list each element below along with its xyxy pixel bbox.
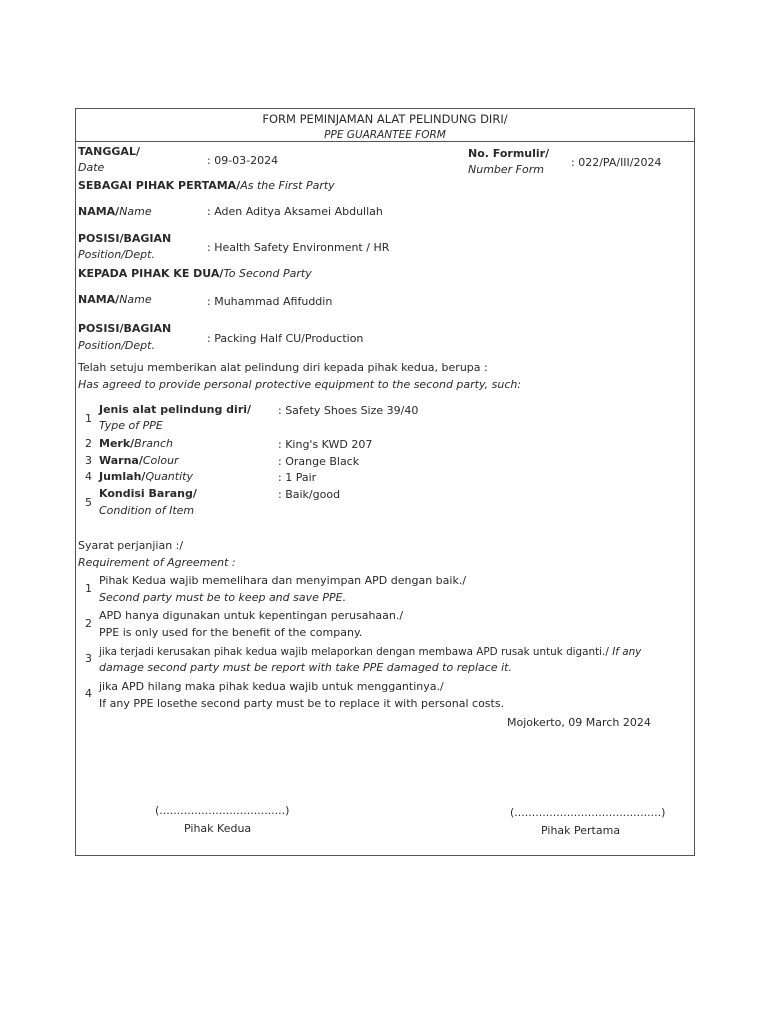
title-box [76, 109, 694, 142]
date-label: TANGGAL/ [78, 145, 140, 158]
second-party-name-label: NAMA/Name [78, 293, 152, 306]
agreement-intro-id: Telah setuju memberikan alat pelindung diri kepada pihak kedua, berupa : [78, 361, 488, 374]
form-number-label: No. Formulir/ [468, 147, 550, 160]
form-number-value: : 022/PA/III/2024 [571, 156, 662, 169]
item-5-label-en: Condition of Item [99, 504, 195, 517]
date-value: : 09-03-2024 [207, 154, 279, 167]
date-label-en: Date [78, 161, 105, 174]
requirement-1-id: Pihak Kedua wajib memelihara dan menyimpan APD dengan baik./ [99, 574, 467, 587]
item-1-label-en: Type of PPE [99, 419, 163, 432]
first-party-heading: SEBAGAI PIHAK PERTAMA/As the First Party [78, 179, 335, 192]
second-party-name-value: : Muhammad Afifuddin [207, 295, 333, 308]
requirements-heading-en: Requirement of Agreement : [78, 556, 236, 569]
first-party-position-label-en: Position/Dept. [78, 248, 155, 261]
item-5-label: Kondisi Barang/ [99, 487, 197, 500]
requirement-3-en: damage second party must be report with take PPE damaged to replace it. [99, 661, 512, 674]
requirement-4-number: 4 [85, 687, 92, 700]
first-party-name-label: NAMA/Name [78, 205, 152, 218]
form-number-label-en: Number Form [468, 163, 544, 176]
item-3-value: : Orange Black [278, 455, 360, 468]
item-2-label: Merk/Branch [99, 437, 173, 450]
item-1-number: 1 [85, 412, 92, 425]
requirement-3-number: 3 [85, 652, 92, 665]
second-party-heading: KEPADA PIHAK KE DUA/To Second Party [78, 267, 312, 280]
requirement-1-number: 1 [85, 582, 92, 595]
requirement-4-en: If any PPE losethe second party must be to replace it with personal costs. [99, 697, 505, 710]
requirement-2-en: PPE is only used for the benefit of the company. [99, 626, 363, 639]
item-4-number: 4 [85, 470, 92, 483]
item-3-label: Warna/Colour [99, 454, 179, 467]
first-party-position-value: : Health Safety Environment / HR [207, 241, 390, 254]
place-date: Mojokerto, 09 March 2024 [507, 716, 651, 729]
item-4-label: Jumlah/Quantity [99, 470, 193, 483]
signature-label-first-party: Pihak Pertama [541, 824, 621, 837]
requirements-heading-id: Syarat perjanjian :/ [78, 539, 184, 552]
item-1-value: : Safety Shoes Size 39/40 [278, 404, 419, 417]
second-party-position-label: POSISI/BAGIAN [78, 322, 172, 335]
item-5-value: : Baik/good [278, 488, 341, 501]
first-party-position-label: POSISI/BAGIAN [78, 232, 172, 245]
signature-label-second-party: Pihak Kedua [184, 822, 252, 835]
item-3-number: 3 [85, 454, 92, 467]
second-party-position-label-en: Position/Dept. [78, 339, 155, 352]
item-4-value: : 1 Pair [278, 471, 317, 484]
form-subtitle: PPE GUARANTEE FORM [324, 129, 446, 141]
signature-line-second-party: (....................................) [155, 804, 290, 817]
item-1-label: Jenis alat pelindung diri/ [99, 403, 252, 416]
form-title: FORM PEMINJAMAN ALAT PELINDUNG DIRI/ [262, 112, 508, 126]
requirement-1-en: Second party must be to keep and save PPE. [99, 591, 347, 604]
agreement-intro-en: Has agreed to provide personal protective equipment to the second party, such: [78, 378, 522, 391]
item-5-number: 5 [85, 496, 92, 509]
requirement-2-id: APD hanya digunakan untuk kepentingan perusahaan./ [99, 609, 404, 622]
requirement-3-id: jika terjadi kerusakan pihak kedua wajib melaporkan dengan membawa APD rusak untuk diganti./ If any [99, 646, 642, 658]
second-party-position-value: : Packing Half CU/Production [207, 332, 364, 345]
signature-line-first-party: (..........................................) [510, 806, 666, 819]
requirement-4-id: jika APD hilang maka pihak kedua wajib untuk menggantinya./ [99, 680, 444, 693]
requirement-2-number: 2 [85, 617, 92, 630]
item-2-value: : King's KWD 207 [278, 438, 373, 451]
first-party-name-value: : Aden Aditya Aksamei Abdullah [207, 205, 383, 218]
item-2-number: 2 [85, 437, 92, 450]
